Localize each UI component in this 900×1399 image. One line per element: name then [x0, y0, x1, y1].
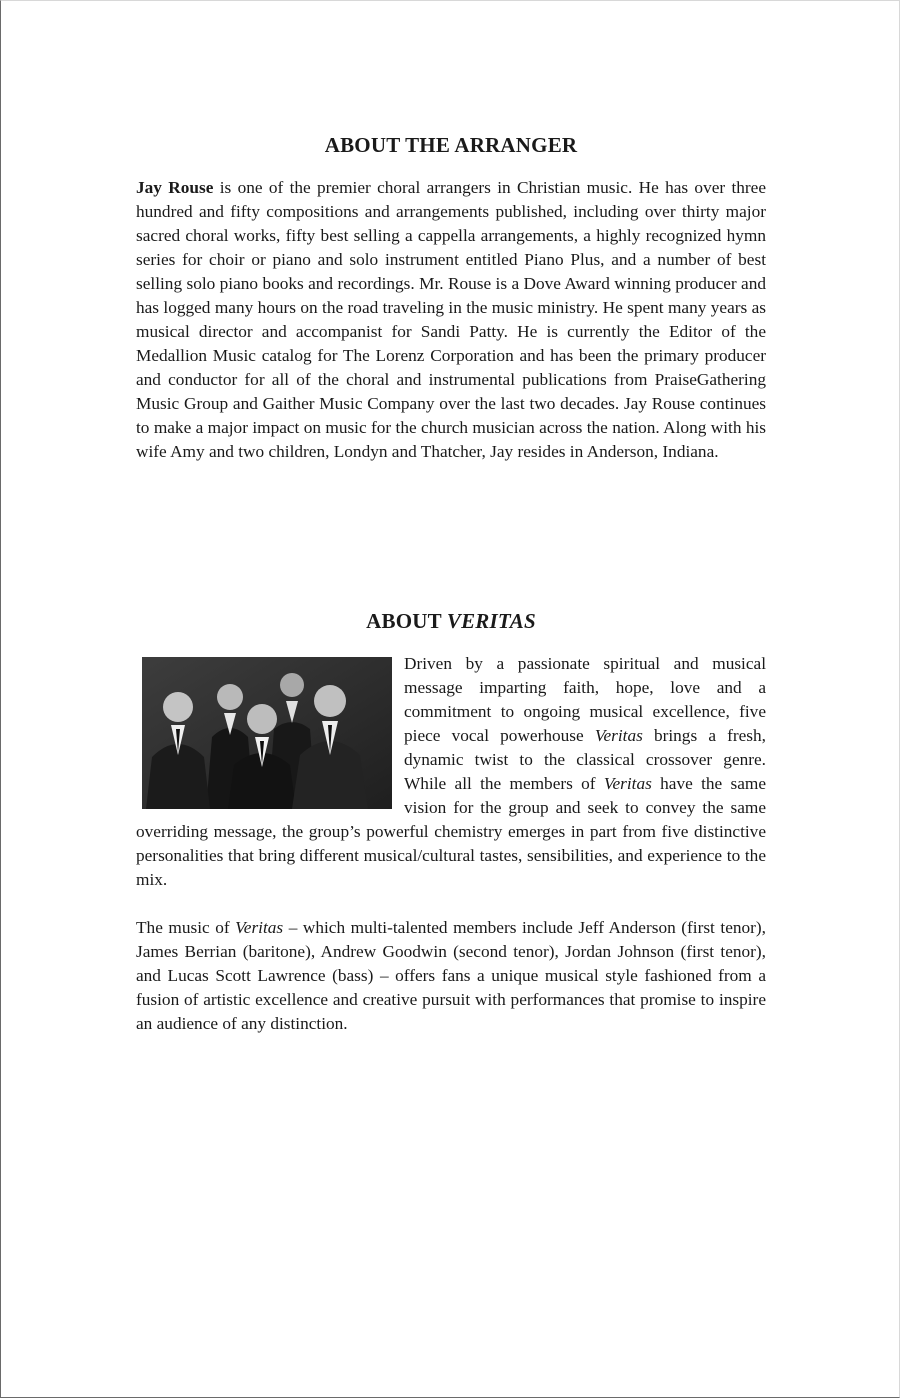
veritas-name-italic: Veritas [603, 774, 652, 793]
veritas-para-2-text-a: The music of [136, 918, 236, 937]
veritas-para-2-text-b: – which multi-talented members include Jeff Anderson (first tenor), James Berrian (baritone), Andrew Goodwin (second tenor), Jordan Johnson (first tenor), and Lucas Scott Lawrence (bass) – offers fans a unique musical style fashioned from a fusion of artistic excellence and creative pursuit with performances that promise to inspire an audience of any distinction. [136, 918, 766, 1033]
group-photo [142, 657, 392, 809]
veritas-heading [136, 609, 766, 634]
veritas-name-italic: Veritas [235, 918, 284, 937]
veritas-para-1-text-c: have the same vision for the group and seek to convey the same overriding message, the group’s powerful chemistry emerges in part from five distinctive personalities that bring different musical/cultural tastes, sensibilities, and experience to the mix. [136, 774, 766, 889]
arranger-name: Jay Rouse [136, 178, 214, 197]
veritas-heading-prefix: ABOUT [366, 609, 447, 633]
veritas-name-italic: Veritas [594, 726, 643, 745]
veritas-para-1-text-a: Driven by a passionate spiritual and musical message imparting faith, hope, love and a commitment to ongoing musical excellence, five piece vocal powerhouse [404, 654, 766, 745]
arranger-bio-text: is one of the premier choral arrangers in Christian music. He has over three hundred and fifty compositions and arrangements published, including over thirty major sacred choral works, fifty best selling a cappella arrangements, a highly recognized hymn series for choir or piano and solo instrument entitled Piano Plus, and a number of best selling solo piano books and recordings. Mr. Rouse is a Dove Award winning producer and has logged many hours on the road traveling in the music ministry. He spent many years as musical director and accompanist for Sandi Patty. He is currently the Editor of the Medallion Music catalog for The Lorenz Corporation and has been the primary producer and conductor for all of the choral and instrumental publications from PraiseGathering Music Group and Gaither Music Company over the last two decades. Jay Rouse continues to make a major impact on music for the church musician across the nation. Along with his wife Amy and two children, Londyn and Thatcher, Jay resides in Anderson, Indiana. [136, 178, 767, 461]
veritas-section [136, 652, 766, 1036]
veritas-para-2 [136, 916, 766, 1036]
arranger-bio [136, 176, 766, 464]
arranger-heading: ABOUT THE ARRANGER [324, 133, 578, 157]
veritas-heading-name: VERITAS [446, 609, 536, 633]
page-content [136, 1, 766, 1399]
veritas-para-1-text-b: brings a fresh, dynamic twist to the classical crossover genre. While all the members of [404, 726, 766, 793]
group-photo-illustration [142, 657, 392, 809]
